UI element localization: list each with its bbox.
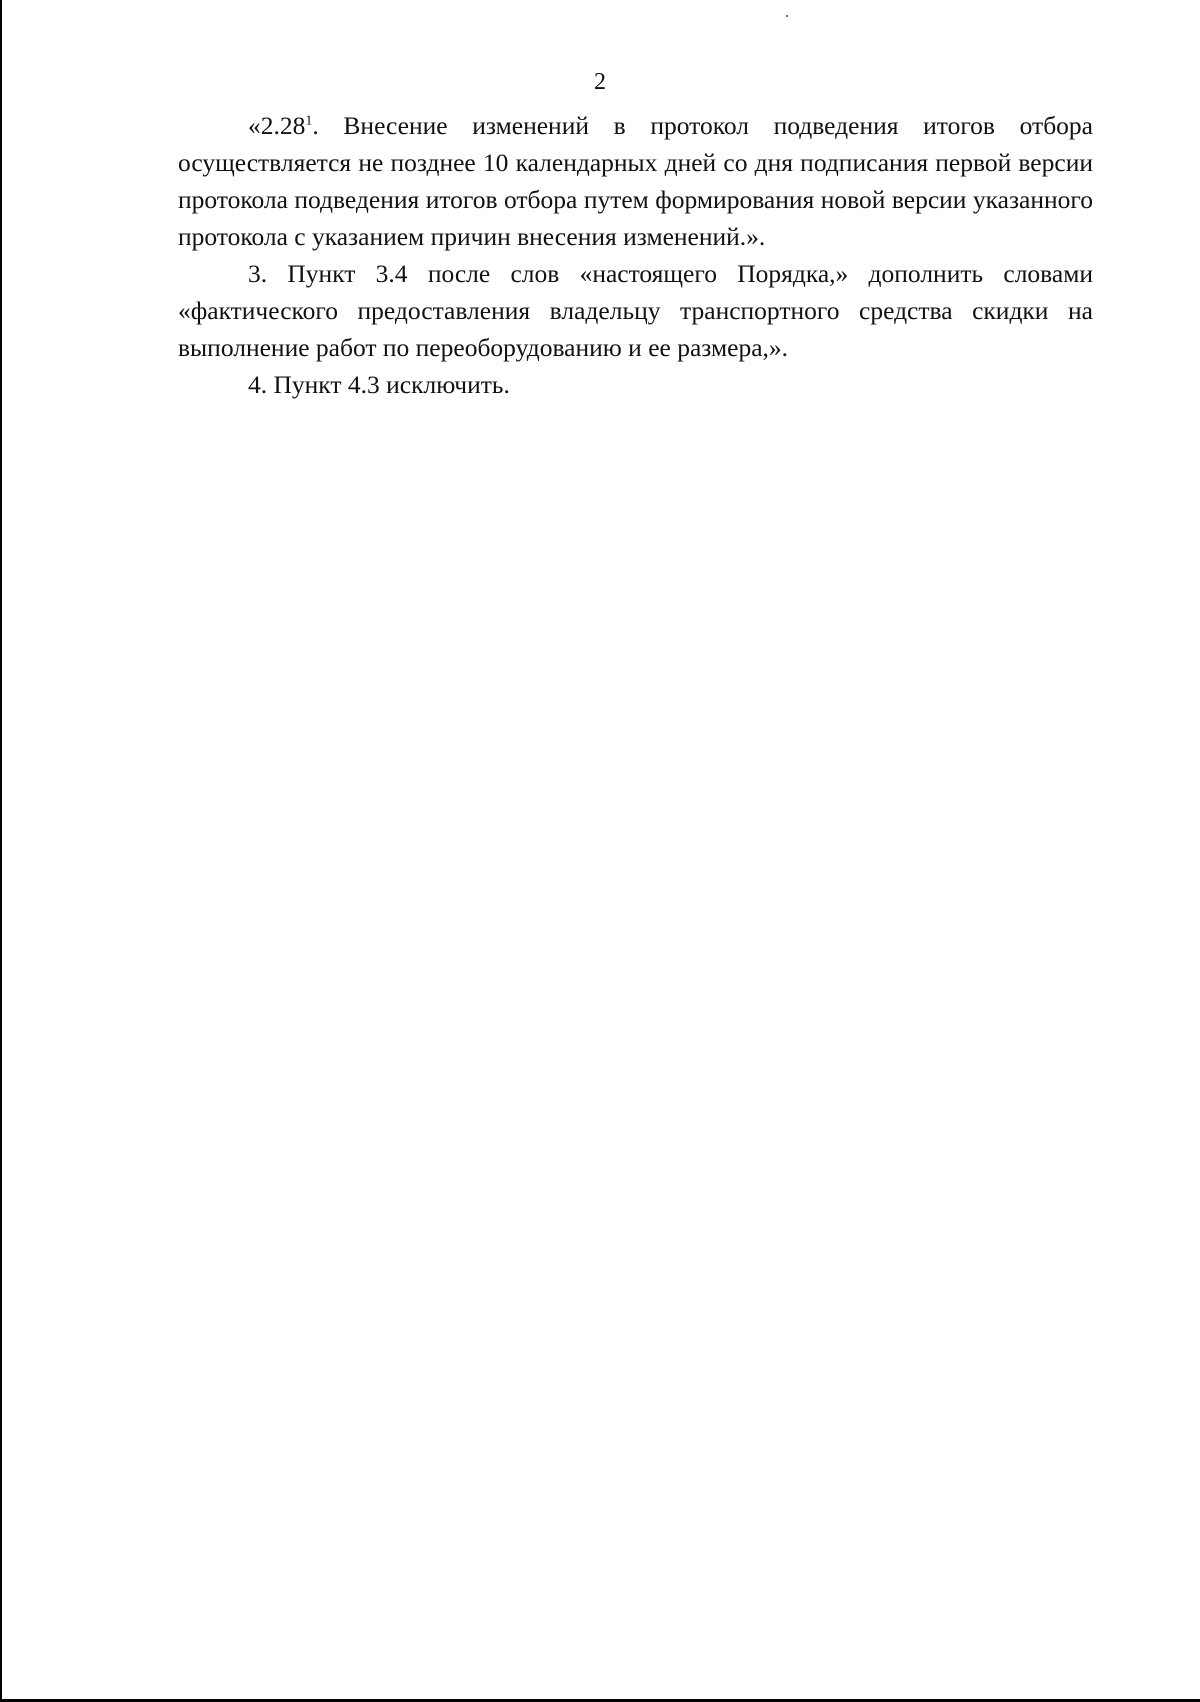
document-body [178, 107, 1093, 403]
paragraph-item-4: 4. Пункт 4.3 исключить. [248, 370, 510, 399]
page-number: 2 [594, 69, 606, 95]
paragraph-clause-2-28-1 [178, 107, 1093, 255]
superscript-index: 1 [305, 113, 313, 129]
clause-text: . Внесение изменений в протокол подведения итогов отбора осуществляется не позднее 10 календарных дней со дня подписания первой версии протокола подведения итогов отбора путем формирования новой версии указанного протокола с указанием причин внесения изменений.». [178, 111, 1093, 251]
paragraph-item-3: 3. Пункт 3.4 после слов «настоящего Порядка,» дополнить словами «фактического предоставления владельцу транспортного средства скидки на выполнение работ по переоборудованию и ее размера,». [178, 259, 1093, 362]
scan-speck [786, 15, 788, 17]
clause-number: «2.28 [248, 111, 306, 140]
scan-edge-left [0, 0, 2, 1702]
